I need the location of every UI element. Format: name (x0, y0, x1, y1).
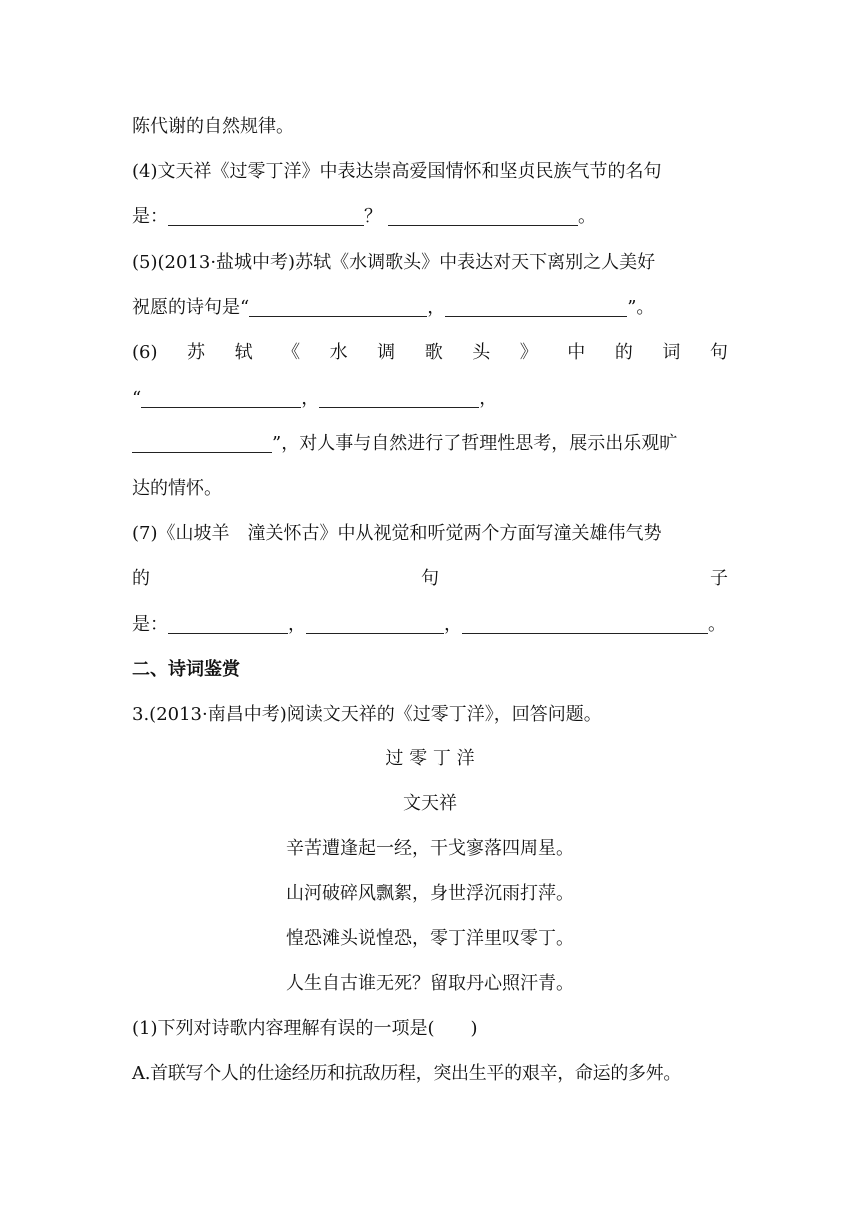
blank-field[interactable] (388, 205, 578, 226)
word: 头 (472, 342, 491, 363)
blank-field[interactable] (132, 432, 272, 453)
word: 调 (377, 342, 396, 363)
word: 子 (710, 568, 728, 589)
text-line: 达的情怀。 (132, 478, 222, 499)
word: 《 (282, 342, 301, 363)
end-punct: ”。 (627, 297, 655, 318)
blank-field[interactable] (168, 613, 288, 634)
blank-field[interactable] (462, 613, 708, 634)
separator: ？ (364, 206, 382, 227)
prefix-text: 祝愿的诗句是“ (132, 297, 250, 318)
word: (6) (132, 342, 158, 363)
question-item-4: (4)文天祥《过零丁洋》中表达崇高爱国情怀和坚贞民族气节的名句 (132, 161, 662, 182)
separator: ， (427, 297, 446, 318)
poem-verse: 辛苦遭逢起一经，干戈寥落四周星。 (286, 838, 574, 859)
answer-line-6b (132, 429, 728, 459)
blank-field[interactable] (141, 387, 301, 408)
separator: ， (301, 388, 320, 409)
word: 词 (662, 342, 681, 363)
word: 》 (519, 342, 538, 363)
prefix-text: 是： (132, 614, 168, 635)
word: 苏 (187, 342, 206, 363)
text-rest: ”，对人事与自然进行了哲理性思考，展示出乐观旷 (272, 433, 678, 454)
separator: ， (288, 614, 306, 635)
question-item-6 (132, 338, 728, 368)
section-heading: 二、诗词鉴赏 (132, 659, 240, 680)
blank-field[interactable] (306, 613, 444, 634)
poem-verse: 人生自古谁无死？留取丹心照汗青。 (286, 973, 574, 994)
poem-verse: 惶恐滩头说惶恐，零丁洋里叹零丁。 (286, 928, 574, 949)
option-a[interactable]: A.首联写个人的仕途经历和抗敌历程，突出生平的艰辛，命运的多舛。 (132, 1063, 682, 1084)
separator: ， (444, 614, 462, 635)
word: 中 (567, 342, 586, 363)
word: 歌 (424, 342, 443, 363)
question-item-5: (5)(2013·盐城中考)苏轼《水调歌头》中表达对天下离别之人美好 (132, 252, 656, 273)
word: 的 (614, 342, 633, 363)
word: 的 (132, 568, 150, 589)
open-quote: “ (132, 388, 142, 409)
blank-field[interactable] (445, 296, 627, 317)
word: 句 (709, 342, 728, 363)
poem-verse: 山河破碎风飘絮，身世浮沉雨打萍。 (286, 883, 574, 904)
blank-field[interactable] (249, 296, 427, 317)
blank-field[interactable] (168, 205, 364, 226)
text-line: 陈代谢的自然规律。 (132, 116, 294, 137)
question-3: 3.(2013·南昌中考)阅读文天祥的《过零丁洋》，回答问题。 (132, 704, 602, 725)
poem-author: 文天祥 (403, 793, 457, 814)
question-item-7: (7)《山坡羊 潼关怀古》中从视觉和听觉两个方面写潼关雄伟气势 (132, 523, 662, 544)
prefix-text: 是： (132, 206, 168, 227)
end-punct: 。 (578, 206, 596, 227)
answer-line-7 (132, 610, 728, 640)
answer-line-4 (132, 202, 728, 232)
word: 轼 (234, 342, 253, 363)
poem-title: 过 零 丁 洋 (385, 748, 475, 769)
end-punct: 。 (708, 614, 726, 635)
word: 句 (421, 568, 439, 589)
question-3-1: (1)下列对诗歌内容理解有误的一项是( ) (132, 1018, 478, 1039)
word: 水 (329, 342, 348, 363)
separator: ， (479, 388, 498, 409)
blank-field[interactable] (319, 387, 479, 408)
answer-line-5 (132, 293, 728, 323)
answer-line-6a (132, 384, 728, 414)
justified-line (132, 564, 728, 594)
